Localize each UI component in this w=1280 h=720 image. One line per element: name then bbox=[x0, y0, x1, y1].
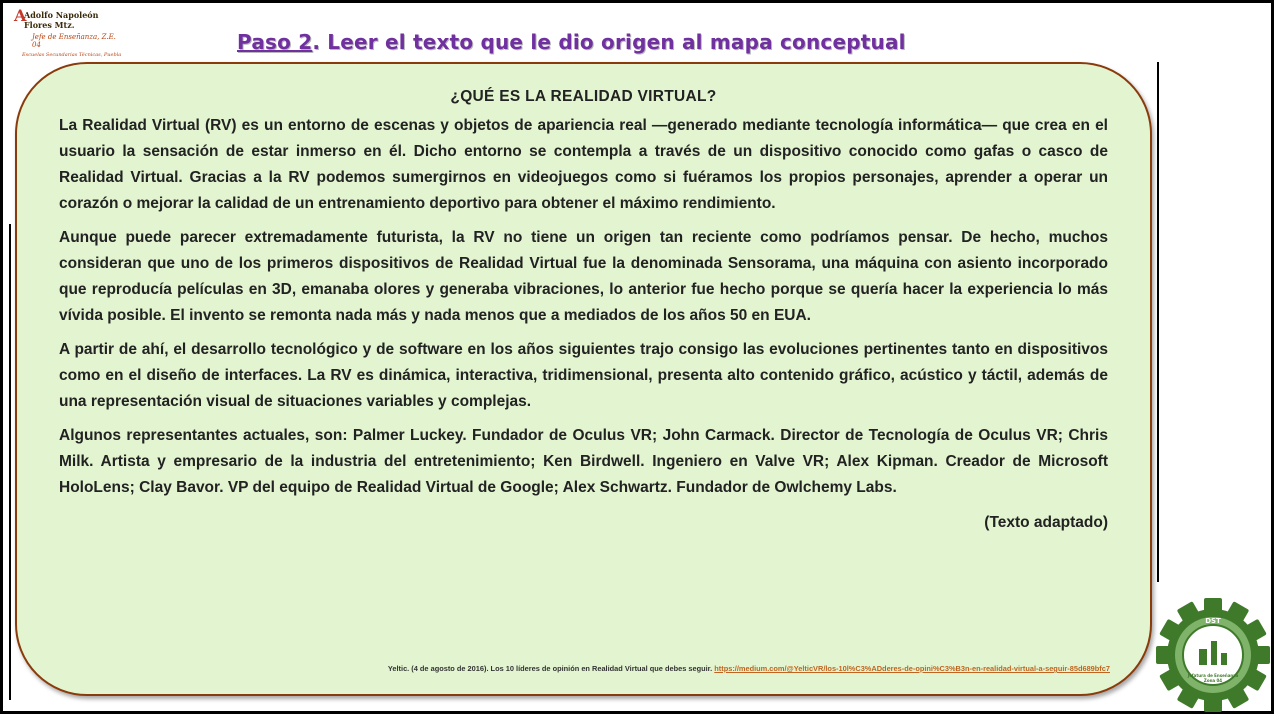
reference-link[interactable]: https://medium.com/@YelticVR/los-10l%C3%ADderes-de-opini%C3%B3n-en-realidad-virtual-a-seguir-85d689bfc7 bbox=[714, 664, 1110, 673]
adapted-note: (Texto adaptado) bbox=[984, 514, 1108, 531]
logo-role: Jefe de Enseñanza, Z.E. 04 bbox=[32, 33, 116, 49]
page-title-step: Paso 2 bbox=[237, 30, 313, 54]
article-paragraph-2: Aunque puede parecer extremadamente futurista, la RV no tiene un origen tan reciente como podríamos pensar. De hecho, muchos consideran que uno de los primeros dispositivos de Realidad Virtual fue la denominada Sensorama, una máquina con asiento incorporado que reproducía películas en 3D, emanaba olores y generaba vibraciones, lo anterior fue hecho porque se quería hacer la experiencia lo más vívida posible. El invento se remonta nada más y nada menos que a mediados de los años 50 en EUA. bbox=[59, 229, 1108, 324]
badge-bottom-text-1: Jefatura de Enseñanza bbox=[1187, 673, 1239, 678]
article-paragraph-4: Algunos representantes actuales, son: Palmer Luckey. Fundador de Oculus VR; John Carmack. Director de Tecnología de Oculus VR; Chris Milk. Artista y empresario de la industria del entretenimiento; Ken Birdwell. Ingeniero en Valve VR; Alex Kipman. Creador de Microsoft HoloLens; Clay Bavor. VP del equipo de Realidad Virtual de Google; Alex Schwartz. Fundador de Owlchemy Labs. bbox=[59, 427, 1108, 496]
page-title bbox=[237, 30, 906, 54]
badge-top-text: DST bbox=[1205, 617, 1221, 625]
author-logo bbox=[14, 6, 124, 58]
reference-citation bbox=[175, 664, 1110, 673]
dst-gear-badge bbox=[1155, 597, 1271, 713]
logo-school: Escuelas Secundarias Técnicas, Puebla bbox=[22, 52, 122, 58]
page-title-text: . Leer el texto que le dio origen al mapa conceptual bbox=[312, 30, 906, 54]
article-paragraph-3: A partir de ahí, el desarrollo tecnológico y de software en los años siguientes trajo consigo las evoluciones pertinentes tanto en dispositivos como en el diseño de interfaces. La RV es dinámica, interactiva, tridimensional, presenta alto contenido gráfico, acústico y táctil, además de una representación visual de situaciones variables y complejas. bbox=[59, 341, 1108, 410]
article-paragraph-1: La Realidad Virtual (RV) es un entorno de escenas y objetos de apariencia real —generado mediante tecnología informática— que crea en el usuario la sensación de estar inmerso en él. Dicho entorno se contempla a través de un dispositivo conocido como gafas o casco de Realidad Virtual. Gracias a la RV podemos sumergirnos en videojuegos como si fuéramos los propios personajes, aprender a operar un corazón o mejorar la calidad de un entrenamiento deportivo para obtener el máximo rendimiento. bbox=[59, 117, 1108, 212]
badge-bottom-text-2: Zona 04 bbox=[1203, 678, 1223, 683]
left-accent-line bbox=[9, 224, 11, 700]
logo-initial: A bbox=[14, 6, 27, 25]
article-body bbox=[59, 84, 1108, 536]
reference-text: Yeltic. (4 de agosto de 2016). Los 10 líderes de opinión en Realidad Virtual que debes seguir. bbox=[387, 664, 715, 673]
right-accent-line bbox=[1157, 62, 1159, 582]
logo-name: Adolfo Napoleón Flores Mtz. bbox=[24, 10, 99, 30]
article-title: ¿QUÉ ES LA REALIDAD VIRTUAL? bbox=[450, 88, 717, 105]
